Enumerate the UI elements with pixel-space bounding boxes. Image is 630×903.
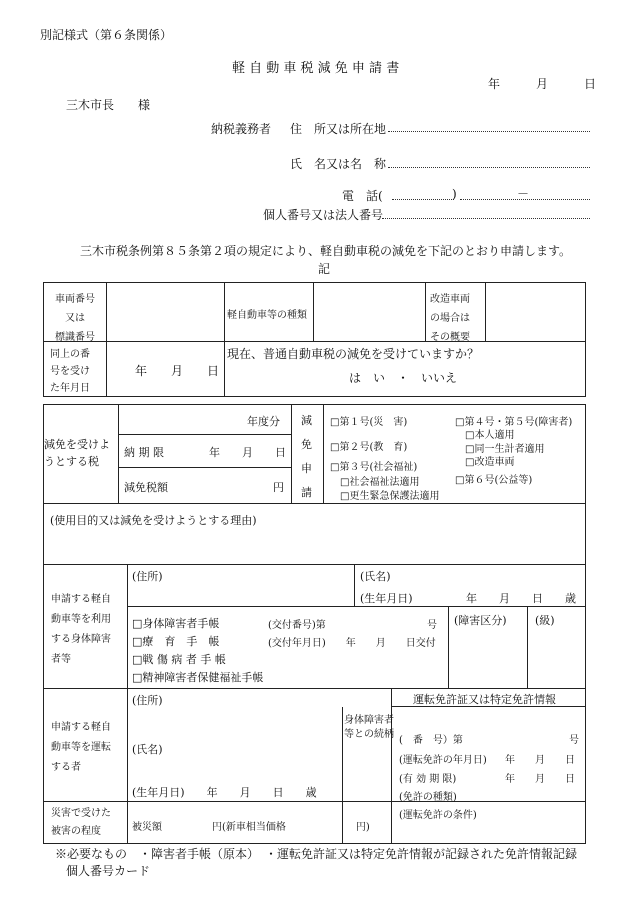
disabled-label: 申請する軽自 動車等を利用 する身体障害 者等 bbox=[51, 594, 111, 665]
addressee: 三木市長 様 bbox=[66, 98, 151, 112]
type-label: 軽自動車等の種類 bbox=[227, 310, 307, 321]
modify-label: 改造車両 の場合は その概要 bbox=[430, 294, 470, 343]
option-45-checkbox[interactable]: □ 第４号・第５号(障害者) bbox=[455, 413, 572, 428]
taxpayer-role: 納税義務者 bbox=[211, 122, 272, 136]
driver-label: 申請する軽自 動車等を運転 する者 bbox=[51, 722, 111, 773]
form-title: 軽 自 動 車 税 減 免 申 請 書 bbox=[232, 61, 400, 76]
license-date[interactable]: 年 月 日 bbox=[505, 755, 575, 766]
level-label: (級) bbox=[535, 614, 555, 627]
reason-field[interactable] bbox=[46, 528, 582, 562]
address-label: 住 所又は所在地 bbox=[290, 122, 387, 136]
acq-date[interactable]: 年 月 日 bbox=[135, 364, 220, 378]
date-line: 年 月 日 bbox=[488, 77, 597, 91]
license-date-label: (運転免許の年月日) bbox=[399, 755, 487, 766]
expiry-label: (有 効 期 限) bbox=[399, 774, 457, 785]
option-2-checkbox[interactable]: □ 第２号(教 育) bbox=[330, 438, 407, 453]
damage-label: 災害で受けた 被害の程度 bbox=[51, 808, 111, 837]
driver-name-label: (氏名) bbox=[132, 743, 163, 756]
amount-unit: 円 bbox=[273, 481, 284, 494]
ki-label: 記 bbox=[318, 262, 331, 276]
option-45b-checkbox[interactable]: □ 同一生計者適用 bbox=[465, 440, 544, 455]
option-3a-checkbox[interactable]: □ 社会福祉法適用 bbox=[340, 473, 419, 488]
id-label: 個人番号又は法人番号 bbox=[263, 208, 384, 222]
name-field[interactable] bbox=[388, 166, 590, 168]
driver-address-label: (住所) bbox=[132, 694, 163, 707]
license-title: 運転免許証又は特定免許情報 bbox=[413, 693, 556, 706]
option-3-checkbox[interactable]: □ 第３号(社会福祉) bbox=[330, 458, 417, 473]
notebook-mental-checkbox[interactable]: □ 精神障害者保健福祉手帳 bbox=[132, 669, 263, 685]
disabled-address-label: (住所) bbox=[132, 570, 163, 583]
license-kind[interactable]: (免許の種類) bbox=[399, 792, 457, 803]
deadline-date[interactable]: 年 月 日 bbox=[209, 446, 286, 459]
option-1-checkbox[interactable]: □ 第１号(災 害) bbox=[330, 413, 407, 428]
phone-dash: － bbox=[517, 187, 530, 201]
tax-label: 減免を受けよ うとする税 bbox=[44, 438, 110, 468]
grade-label: (障害区分) bbox=[454, 614, 507, 627]
damage-amount[interactable]: 被災額 円(新車相当価格 円) bbox=[132, 822, 370, 833]
driver-birth[interactable]: (生年月日) 年 月 日 歳 bbox=[132, 786, 317, 799]
amount-label: 減免税額 bbox=[124, 481, 168, 494]
disabled-birth-label: (生年月日) bbox=[360, 592, 413, 605]
form-number: 別記様式（第６条関係） bbox=[40, 28, 173, 42]
expiry-date[interactable]: 年 月 日 bbox=[505, 774, 575, 785]
apply-label: 減 免 申 請 bbox=[301, 414, 312, 499]
tax-year[interactable]: 年度分 bbox=[247, 415, 280, 428]
modify-field[interactable] bbox=[487, 284, 584, 339]
license-no[interactable]: ( 番 号）第 bbox=[399, 735, 463, 746]
reason-label: (使用目的又は減免を受けようとする理由) bbox=[50, 514, 257, 527]
notebook-physical-checkbox[interactable]: □ 身体障害者手帳 bbox=[132, 615, 219, 631]
issue-date[interactable]: (交付年月日) 年 月 日交付 bbox=[268, 638, 436, 649]
question: 現在、普通自動車税の減免を受けていますか？ bbox=[227, 347, 480, 361]
statement: 三木市税条例第８５条第２項の規定により、軽自動車税の減免を下記のとおり申請します。 bbox=[80, 244, 572, 258]
notebook-war-checkbox[interactable]: □ 戦 傷 病 者 手 帳 bbox=[132, 651, 226, 667]
disabled-birth-date[interactable]: 年 月 日 歳 bbox=[466, 592, 576, 605]
notebook-rehab-checkbox[interactable]: □ 療 育 手 帳 bbox=[132, 633, 219, 649]
option-45a-checkbox[interactable]: □ 本人適用 bbox=[465, 426, 514, 441]
option-6-checkbox[interactable]: □ 第６号(公益等) bbox=[455, 471, 532, 486]
plate-label: 車両番号 又は 標識番号 bbox=[55, 294, 95, 343]
required-note: ※必要なもの ・障害者手帳（原本） ・運転免許証又は特定免許情報が記録された免許情報記録 bbox=[55, 847, 578, 861]
address-field[interactable] bbox=[388, 130, 590, 132]
license-condition[interactable]: (運転免許の条件) bbox=[399, 810, 477, 821]
yes-no-answer[interactable]: は い ・ いいえ bbox=[349, 371, 458, 385]
deadline-label: 納 期 限 bbox=[124, 446, 164, 459]
phone-area-field[interactable] bbox=[392, 198, 454, 200]
acq-label: 同上の番 号を受け た年月日 bbox=[50, 349, 90, 394]
required-note-2: 個人番号カード bbox=[66, 864, 151, 878]
name-label: 氏 名又は名 称 bbox=[290, 157, 387, 171]
issue-no-label[interactable]: (交付番号)第 bbox=[268, 620, 326, 631]
issue-no-end: 号 bbox=[427, 620, 437, 631]
license-no-end: 号 bbox=[569, 735, 579, 746]
plate-field[interactable] bbox=[108, 284, 222, 339]
relation-label: 身体障害者 等との続柄 bbox=[344, 715, 394, 740]
disabled-name-label: (氏名) bbox=[360, 570, 391, 583]
id-field[interactable] bbox=[382, 217, 590, 219]
phone-close: ) bbox=[452, 187, 457, 201]
type-field[interactable] bbox=[315, 284, 423, 339]
phone-label: 電 話( bbox=[342, 189, 383, 203]
option-3b-checkbox[interactable]: □ 更生緊急保護法適用 bbox=[340, 487, 439, 502]
option-45c-checkbox[interactable]: □ 改造車両 bbox=[465, 453, 514, 468]
